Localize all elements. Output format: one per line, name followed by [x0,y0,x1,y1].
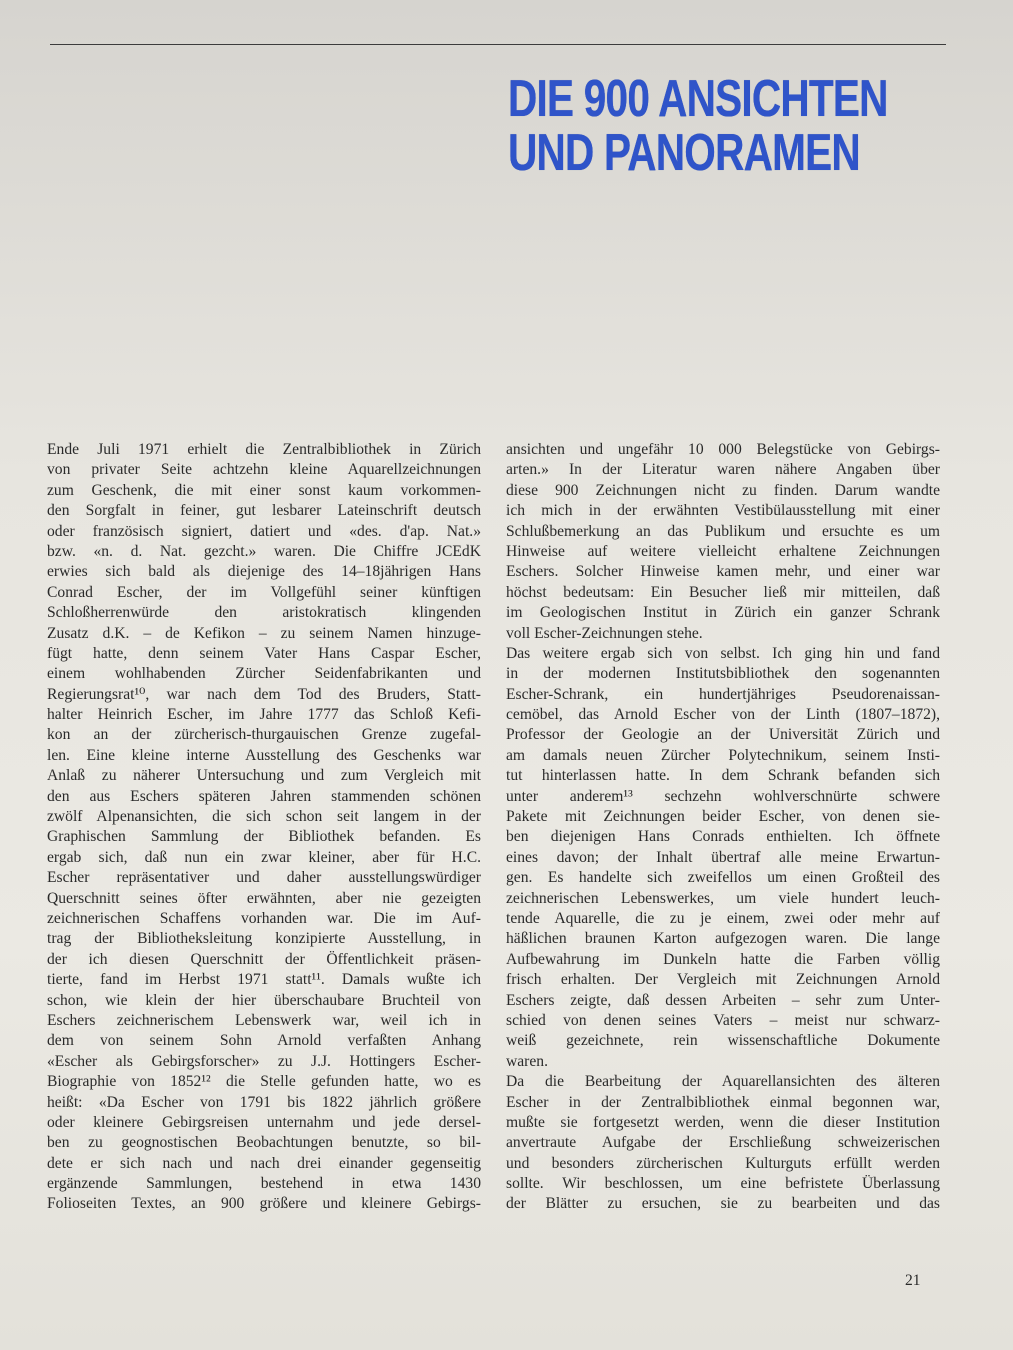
text-line: sollte. Wir beschlossen, um eine befristete Überlassung [506,1175,940,1193]
text-line: mußte sie fortgesetzt werden, wenn die dieser Institution [506,1113,940,1131]
text-line: frisch erhalten. Der Vergleich mit Zeichnungen Arnold [506,971,940,989]
text-line: erwies sich bald als diejenige des 14–18jährigen Hans [47,563,481,581]
text-line: dete er sich nach und nach drei einander gegenseitig [47,1154,481,1172]
text-line: voll Escher-Zeichnungen stehe. [506,624,703,642]
text-line: ergab sich, daß nun ein zwar kleiner, aber für H.C. [47,848,481,866]
text-line: ben diejenigen Hans Conrads enthielten. Ich öffnete [506,828,940,846]
text-line: oder französisch signiert, datiert und «des. d'ap. Nat.» [47,522,481,540]
text-line: Da die Bearbeitung der Aquarellansichten des älteren [506,1073,940,1091]
text-line: von privater Seite achtzehn kleine Aquarellzeichnungen [47,461,481,479]
text-line: oder kleinere Gebirgsreisen unternahm und jede dersel- [47,1113,481,1131]
text-line: Eschers. Solcher Hinweise kamen mehr, und einer war [506,563,940,581]
text-line: den aus Eschers späteren Jahren stammenden schönen [47,787,481,805]
text-line: Schloßherrenwürde den aristokratisch klingenden [47,604,481,622]
text-line: «Escher als Gebirgsforscher» zu J.J. Hottingers Escher- [47,1052,481,1070]
text-line: Eschers zeigte, daß dessen Arbeiten – sehr zum Unter- [506,991,940,1009]
text-line: waren. [506,1052,548,1070]
text-line: ergänzende Sammlungen, bestehend in etwa 1430 [47,1175,481,1193]
text-line: kon an der zürcherisch-thurgauischen Grenze zugefal- [47,726,481,744]
text-line: Anlaß zu näherer Untersuchung und zum Vergleich mit [47,767,481,785]
chapter-title-line-1: DIE 900 ANSICHTEN [508,70,888,128]
text-line: Hinweise auf weitere vielleicht erhaltene Zeichnungen [506,542,940,560]
text-line: zeichnerischen Schaffens vorhanden war. Die im Auf- [47,909,481,927]
text-line: gen. Es handelte sich zweifellos um einen Großteil des [506,869,940,887]
text-line: Biographie von 1852¹² die Stelle gefunden hatte, wo es [47,1073,481,1091]
text-line: bzw. «n. d. Nat. gezcht.» waren. Die Chiffre JCEdK [47,542,481,560]
text-line: tierte, fand im Herbst 1971 statt¹¹. Damals wußte ich [47,971,481,989]
text-line: den Sorgfalt in feiner, gut lesbarer Lateinschrift deutsch [47,502,481,520]
chapter-title [508,70,888,182]
text-line: zum Geschenk, die mit einer sonst kaum vorkommen- [47,481,481,499]
left-text-column [47,440,481,1215]
text-line: im Geologischen Institut in Zürich ein ganzer Schrank [506,604,940,622]
text-line: ben zu geognostischen Beobachtungen benutzte, so bil- [47,1134,481,1152]
text-line: tende Aquarelle, die zu je einem, zwei oder mehr auf [506,909,940,927]
text-line: cemöbel, das Arnold Escher von der Linth (1807–1872), [506,706,940,724]
text-line: Zusatz d.K. – de Kefikon – zu seinem Namen hinzuge- [47,624,481,642]
text-line: Querschnitt seines öfter erwähnten, aber nie gezeigten [47,889,481,907]
chapter-title-line-2: UND PANORAMEN [508,124,860,182]
page-number: 21 [905,1272,921,1289]
text-line: Regierungsrat¹⁰, war nach dem Tod des Bruders, Statt- [47,685,481,703]
text-line: einem wohlhabenden Zürcher Seidenfabrikanten und [47,665,481,683]
text-line: heißt: «Da Escher von 1791 bis 1822 jährlich größere [47,1093,481,1111]
text-line: Das weitere ergab sich von selbst. Ich ging hin und fand [506,644,940,662]
text-line: weiß gezeichnete, rein wissenschaftliche Dokumente [506,1032,940,1050]
text-line: dem von seinem Sohn Arnold verfaßten Anhang [47,1032,481,1050]
text-line: Professor der Geologie an der Universität Zürich und [506,726,940,744]
text-line: schied von denen seines Vaters – meist nur schwarz- [506,1011,940,1029]
text-line: len. Eine kleine interne Ausstellung des Geschenks war [47,746,481,764]
text-line: Pakete mit Zeichnungen beider Escher, von denen sie- [506,808,940,826]
text-line: Eschers zeichnerischem Lebenswerk war, weil ich in [47,1011,481,1029]
text-line: eines davon; der Inhalt übertraf alle meine Erwartun- [506,848,940,866]
text-line: und besonders zürcherischen Kulturguts erfüllt werden [506,1154,940,1172]
text-line: Schlußbemerkung an das Publikum und ersuchte es um [506,522,940,540]
text-line: arten.» In der Literatur waren nähere Angaben über [506,461,940,479]
text-line: Graphischen Sammlung der Bibliothek befanden. Es [47,828,481,846]
text-line: ansichten und ungefähr 10 000 Belegstücke von Gebirgs- [506,441,940,458]
right-text-column [506,440,940,1215]
text-line: fügt hatte, denn seinem Vater Hans Caspar Escher, [47,644,481,662]
text-line: der ich diesen Querschnitt der Öffentlichkeit präsen- [47,950,481,968]
text-line: am damals neuen Zürcher Polytechnikum, seinem Insti- [506,746,940,764]
text-line: tut hinterlassen hatte. In dem Schrank befanden sich [506,767,940,785]
text-line: der Blätter zu ersuchen, sie zu bearbeiten und das [506,1195,940,1213]
text-line: unter anderem¹³ sechzehn wohlverschnürte schwere [506,787,940,805]
text-line: schon, wie klein der hier überschaubare Bruchteil von [47,991,481,1009]
text-line: Folioseiten Textes, an 900 größere und kleinere Gebirgs- [47,1195,481,1213]
text-line: höchst bedeutsam: Ein Besucher ließ mir mitteilen, daß [506,583,940,601]
text-line: ich mich in der erwähnten Vestibülausstellung mit einer [506,502,940,520]
text-line: Escher in der Zentralbibliothek einmal begonnen war, [506,1093,940,1111]
text-line: Conrad Escher, der im Vollgefühl seiner künftigen [47,583,481,601]
text-line: zeichnerischen Lebenswerkes, um viele hundert leuch- [506,889,940,907]
text-line: zwölf Alpenansichten, die sich schon seit langem in der [47,808,481,826]
text-line: Escher repräsentativer und daher ausstellungswürdiger [47,869,481,887]
header-rule [50,44,946,45]
text-line: diese 900 Zeichnungen nicht zu finden. Darum wandte [506,481,940,499]
text-line: Ende Juli 1971 erhielt die Zentralbibliothek in Zürich [47,441,481,458]
text-line: trag der Bibliotheksleitung konzipierte Ausstellung, in [47,930,481,948]
text-line: Escher-Schrank, ein hundertjähriges Pseudorenaissan- [506,685,940,703]
text-line: in der modernen Institutsbibliothek den sogenannten [506,665,940,683]
text-line: halter Heinrich Escher, im Jahre 1777 das Schloß Kefi- [47,706,481,724]
text-line: Aufbewahrung im Dunkeln hatte die Farben völlig [506,950,940,968]
text-line: häßlichen braunen Karton aufgezogen waren. Die lange [506,930,940,948]
text-line: anvertraute Aufgabe der Erschließung schweizerischen [506,1134,940,1152]
